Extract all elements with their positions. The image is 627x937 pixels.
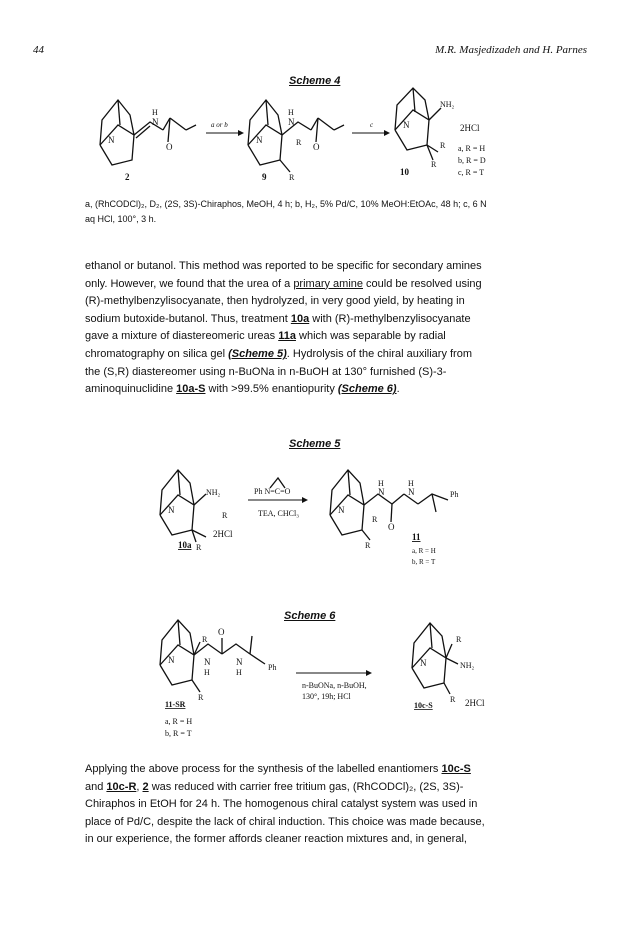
scheme5-ph: Ph (450, 490, 459, 499)
paragraph-1-line: aminoquinuclidine 10a-S with >99.5% enantiopurity (Scheme 6). (85, 383, 400, 396)
scheme5-compound-10a (160, 470, 206, 542)
scheme4-compound-9-label: 9 (262, 172, 267, 182)
scheme4-compound-10-label: 10 (400, 167, 409, 177)
paragraph-1-line: only. However, we found that the urea of a primary amine could be resolved using (85, 277, 482, 290)
paragraph-2 (85, 761, 555, 849)
scheme6-compound-11SR-label: 11-SR (165, 700, 186, 709)
svg-text:N: N (256, 135, 263, 145)
svg-text:N: N (204, 657, 211, 667)
scheme4-compound-10 (395, 88, 441, 160)
svg-text:R: R (196, 543, 202, 552)
scheme5-variant-a: a, R = H (412, 547, 436, 555)
scheme6-variant-a: a, R = H (165, 717, 193, 726)
scheme5-salt: 2HCl (213, 529, 233, 539)
svg-text:R: R (456, 635, 462, 644)
scheme4-arrow-2-label: c (370, 121, 374, 129)
scheme-4-title: Scheme 4 (289, 75, 341, 87)
scheme5-compound-10a-label: 10a (178, 540, 192, 550)
scheme6-variant-b: b, R = T (165, 729, 192, 738)
scheme6-conditions-2: 130°, 19h; HCl (302, 692, 351, 701)
paragraph-2-line: place of Pd/C, despite the lack of chiral induction. This choice was made because, (85, 815, 485, 828)
svg-text:R: R (440, 141, 446, 150)
scheme4-compound-2-label: 2 (125, 172, 130, 182)
paragraph-1-line: chromatography on silica gel (Scheme 5). Hydrolysis of the chiral auxiliary from (85, 347, 473, 360)
paragraph-1-line: the (S,R) diastereomer using n-BuONa in n-BuOH at 130° furnished (S)-3- (85, 365, 447, 378)
scheme4-variant-b: b, R = D (458, 156, 486, 165)
svg-text:N: N (408, 487, 415, 497)
scheme5-compound-11-label: 11 (412, 532, 421, 542)
ref-10c-R: 10c-R (106, 780, 137, 793)
svg-text:O: O (166, 142, 173, 152)
svg-text:O: O (313, 142, 320, 152)
scheme-4-caption-line-1: a, (RhCODCl)₂, D₂, (2S, 3S)-Chiraphos, MeOH, 4 h; b, H₂, 5% Pd/C, 10% MeOH:EtOAc, 48 h; c, 6 N (85, 199, 487, 209)
svg-text:O: O (218, 627, 225, 637)
svg-text:H: H (288, 108, 294, 117)
svg-text:N: N (108, 135, 115, 145)
svg-text:R: R (222, 511, 228, 520)
paragraph-1-line: ethanol or butanol. This method was reported to be specific for secondary amines (85, 260, 482, 272)
svg-text:H: H (378, 479, 384, 488)
svg-text:H: H (204, 668, 210, 677)
scheme6-compound-10cS (412, 623, 458, 694)
paragraph-1-line: (R)-methylbenzylisocyanate, then hydrolyzed, in very good yield, by heating in (85, 295, 465, 308)
svg-text:H: H (152, 108, 158, 117)
svg-text:R: R (296, 138, 302, 147)
paragraph-2-line: Chiraphos in EtOH for 24 h. The homogenous chiral catalyst system was used in (85, 798, 478, 811)
paragraph-1-line: gave a mixture of diastereomeric ureas 11a which was separable by radial (85, 330, 446, 343)
svg-text:N: N (168, 655, 175, 665)
svg-text:NH₂: NH₂ (440, 100, 455, 109)
scheme6-conditions-1: n-BuONa, n-BuOH, (302, 681, 367, 690)
svg-text:H: H (408, 479, 414, 488)
paragraph-1 (85, 258, 555, 399)
scheme6-compound-11SR (160, 620, 265, 692)
ref-2: 2 (142, 780, 149, 793)
scheme-4-caption (85, 197, 555, 227)
svg-text:NH₂: NH₂ (460, 661, 475, 670)
scheme4-arrow-1-label: a or b (211, 121, 228, 129)
svg-text:R: R (365, 541, 371, 550)
scheme-4-caption-line-2: aq HCl, 100°, 3 h. (85, 214, 157, 224)
paragraph-2-line: Applying the above process for the synthesis of the labelled enantiomers 10c-S (85, 763, 471, 775)
svg-text:H: H (236, 668, 242, 677)
scheme4-salt: 2HCl (460, 123, 480, 133)
scheme4-variant-c: c, R = T (458, 168, 485, 177)
svg-text:N: N (420, 658, 427, 668)
ref-10a-S: 10a-S (176, 383, 206, 396)
svg-text:N: N (168, 505, 175, 515)
scheme6-compound-10cS-label: 10c-S (414, 701, 433, 710)
scheme6-ph: Ph (268, 663, 277, 672)
svg-text:R: R (372, 515, 378, 524)
scheme5-reagent: Ph N=C=O (254, 487, 291, 496)
svg-text:R: R (198, 693, 204, 702)
paragraph-1-line: sodium butoxide-butanol. Thus, treatment 10a with (R)-methylbenzylisocyanate (85, 312, 471, 325)
svg-text:N: N (403, 120, 410, 130)
scheme4-compound-2 (100, 100, 196, 165)
svg-text:O: O (388, 522, 395, 532)
svg-text:N: N (152, 117, 159, 127)
scheme-5-title: Scheme 5 (289, 438, 341, 450)
ref-scheme-5: (Scheme 5) (228, 347, 287, 360)
svg-text:N: N (338, 505, 345, 515)
svg-text:N: N (378, 487, 385, 497)
scheme5-conditions: TEA, CHCl₃ (258, 509, 300, 518)
svg-text:N: N (236, 657, 243, 667)
scheme6-salt: 2HCl (465, 698, 485, 708)
page-number: 44 (33, 44, 44, 56)
svg-text:R: R (289, 173, 295, 182)
scheme-6-title: Scheme 6 (284, 610, 336, 622)
ref-11a: 11a (278, 330, 296, 343)
ref-10c-S: 10c-S (441, 763, 471, 775)
svg-text:NH₂: NH₂ (206, 488, 221, 497)
ref-10a: 10a (290, 312, 310, 325)
svg-text:R: R (431, 160, 437, 169)
scheme4-variant-a: a, R = H (458, 144, 486, 153)
ref-scheme-6: (Scheme 6) (337, 383, 397, 396)
paragraph-2-line: in our experience, the former affords cleaner reaction mixtures and, in general, (85, 833, 467, 846)
primary-amine-link: primary amine (293, 277, 363, 290)
scheme5-variant-b: b, R = T (412, 558, 436, 566)
svg-text:R: R (202, 635, 208, 644)
paragraph-2-line: and 10c-R, 2 was reduced with carrier free tritium gas, (RhCODCl)₂, (2S, 3S)- (85, 780, 464, 793)
svg-text:N: N (288, 117, 295, 127)
svg-text:R: R (450, 695, 456, 704)
running-header-authors: M.R. Masjedizadeh and H. Parnes (435, 44, 587, 56)
